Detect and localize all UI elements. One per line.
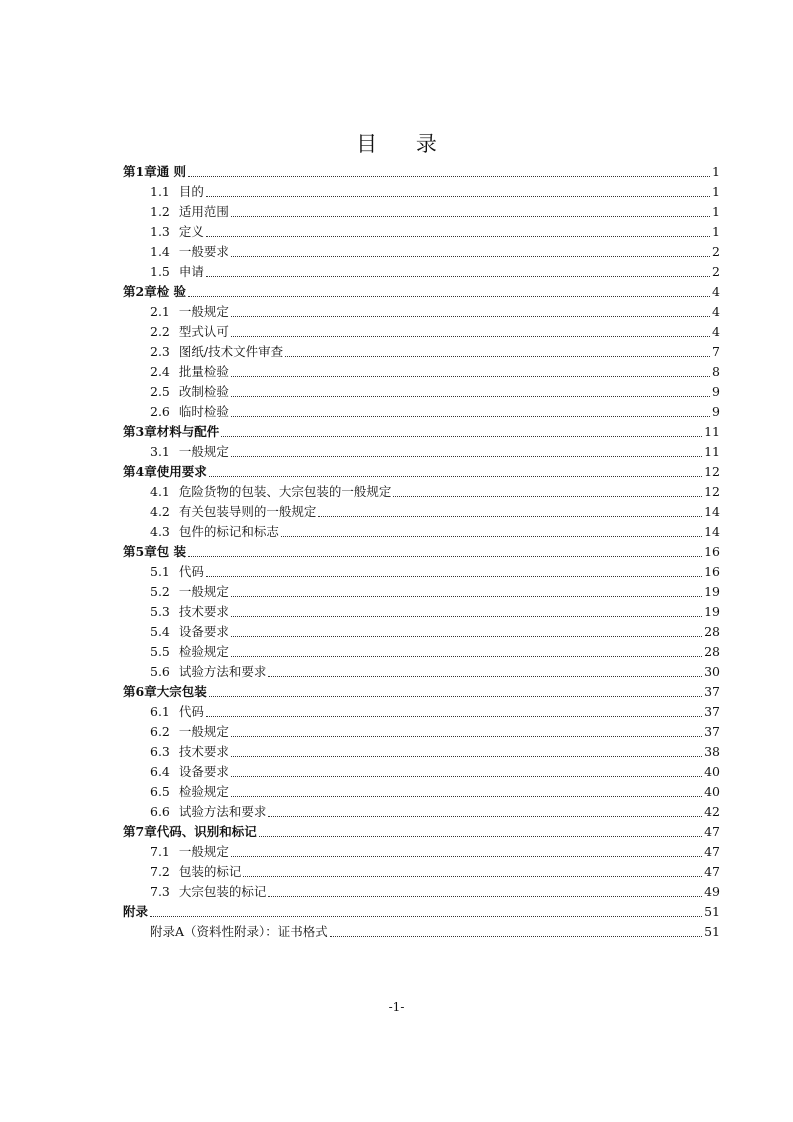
toc-page-number: 1 <box>712 204 720 219</box>
toc-page-number: 2 <box>712 244 720 259</box>
toc-entry-number: 6.2 <box>150 724 170 739</box>
toc-entry-text: 有关包装导则的一般规定 <box>178 504 317 519</box>
dot-leader <box>231 635 702 637</box>
toc-entry-text: 大宗包装的标记 <box>178 884 267 899</box>
page-title: 目 录 <box>356 132 453 156</box>
toc-section-entry[interactable] <box>123 200 720 220</box>
dot-leader <box>150 915 702 917</box>
dot-leader <box>231 415 710 417</box>
toc-entry-text: 第1章通 则 <box>123 164 187 179</box>
toc-page-number: 2 <box>712 264 720 279</box>
toc-chapter-entry[interactable] <box>123 420 720 440</box>
toc-page-number: 8 <box>712 364 720 379</box>
toc-entry-label <box>150 564 204 580</box>
dot-leader <box>231 615 702 617</box>
dot-leader <box>393 495 702 497</box>
toc-page-number: 12 <box>704 484 720 499</box>
toc-section-entry[interactable] <box>123 580 720 600</box>
toc-page-number: 51 <box>704 904 720 919</box>
dot-leader <box>206 275 710 277</box>
toc-entry-label <box>123 424 219 440</box>
toc-section-entry[interactable] <box>123 920 720 940</box>
toc-entry-text: 适用范围 <box>178 204 229 219</box>
toc-entry-number: 2.2 <box>150 324 170 339</box>
toc-page-number: 1 <box>712 224 720 239</box>
toc-entry-label <box>123 464 207 480</box>
toc-entry-number: 1.5 <box>150 264 170 279</box>
dot-leader <box>231 595 702 597</box>
toc-entry-text: 定义 <box>178 224 204 239</box>
dot-leader <box>231 795 702 797</box>
toc-page-number: 37 <box>704 704 720 719</box>
toc-section-entry[interactable] <box>123 500 720 520</box>
toc-section-entry[interactable] <box>123 660 720 680</box>
toc-chapter-entry[interactable] <box>123 540 720 560</box>
toc-entry-text: 设备要求 <box>178 764 229 779</box>
dot-leader <box>231 855 702 857</box>
toc-entry-text: 附录 <box>123 904 149 919</box>
dot-leader <box>206 235 710 237</box>
dot-leader <box>243 875 702 877</box>
toc-section-entry[interactable] <box>123 320 720 340</box>
toc-page-number: 4 <box>712 304 720 319</box>
toc-page-number: 47 <box>704 864 720 879</box>
toc-entry-text: 一般规定 <box>178 304 229 319</box>
toc-chapter-entry[interactable] <box>123 160 720 180</box>
toc-page-number: 1 <box>712 184 720 199</box>
toc-section-entry[interactable] <box>123 360 720 380</box>
toc-entry-number: 4.2 <box>150 504 170 519</box>
toc-entry-label <box>150 304 229 320</box>
toc-page-number: 4 <box>712 284 720 299</box>
toc-entry-text: 第5章包 装 <box>123 544 187 559</box>
toc-section-entry[interactable] <box>123 480 720 500</box>
toc-entry-number: 3.1 <box>150 444 170 459</box>
toc-entry-label <box>150 224 204 240</box>
toc-section-entry[interactable] <box>123 220 720 240</box>
toc-entry-label <box>150 744 229 760</box>
toc-entry-number: 1.2 <box>150 204 170 219</box>
toc-section-entry[interactable] <box>123 740 720 760</box>
dot-leader <box>259 835 702 837</box>
toc-page-number: 28 <box>704 624 720 639</box>
toc-page-number: 37 <box>704 724 720 739</box>
toc-page-number: 49 <box>704 884 720 899</box>
toc-entry-label <box>150 404 229 420</box>
dot-leader <box>231 215 710 217</box>
toc-entry-label <box>150 364 229 380</box>
toc-section-entry[interactable] <box>123 800 720 820</box>
toc-page-number: 9 <box>712 404 720 419</box>
toc-section-entry[interactable] <box>123 760 720 780</box>
dot-leader <box>231 455 702 457</box>
toc-entry-text: 批量检验 <box>178 364 229 379</box>
toc-page-number: 42 <box>704 804 720 819</box>
toc-entry-number: 2.5 <box>150 384 170 399</box>
toc-page-number: 16 <box>704 544 720 559</box>
toc-page-number: 1 <box>712 164 720 179</box>
toc-entry-number: 7.3 <box>150 884 170 899</box>
toc-entry-label <box>150 664 266 680</box>
dot-leader <box>285 355 710 357</box>
toc-entry-label <box>150 704 204 720</box>
toc-section-entry[interactable] <box>123 720 720 740</box>
toc-entry-text: 试验方法和要求 <box>178 804 267 819</box>
toc-page-number: 19 <box>704 604 720 619</box>
page-number: -1- <box>388 1000 405 1014</box>
dot-leader <box>206 575 702 577</box>
dot-leader <box>188 555 702 557</box>
toc-section-entry[interactable] <box>123 520 720 540</box>
toc-entry-text: 型式认可 <box>178 324 229 339</box>
toc-entry-number: 7.2 <box>150 864 170 879</box>
toc-page-number: 40 <box>704 784 720 799</box>
toc-entry-text: 一般规定 <box>178 844 229 859</box>
toc-entry-text: 目的 <box>178 184 204 199</box>
toc-entry-number: 1.3 <box>150 224 170 239</box>
toc-entry-number: 5.1 <box>150 564 170 579</box>
toc-page-number: 51 <box>704 924 720 939</box>
toc-entry-number: 2.6 <box>150 404 170 419</box>
table-of-contents <box>123 160 720 940</box>
dot-leader <box>209 475 702 477</box>
toc-page-number: 28 <box>704 644 720 659</box>
toc-page-number: 38 <box>704 744 720 759</box>
toc-entry-label <box>150 804 266 820</box>
toc-section-entry[interactable] <box>123 880 720 900</box>
toc-entry-text: 申请 <box>178 264 204 279</box>
toc-entry-label <box>123 284 186 300</box>
toc-section-entry[interactable] <box>123 560 720 580</box>
toc-page-number: 11 <box>704 424 720 439</box>
toc-section-entry[interactable] <box>123 180 720 200</box>
toc-entry-label <box>150 724 229 740</box>
toc-entry-text: 试验方法和要求 <box>178 664 267 679</box>
toc-entry-number: 5.3 <box>150 604 170 619</box>
toc-entry-text: 检验规定 <box>178 784 229 799</box>
toc-section-entry[interactable] <box>123 380 720 400</box>
toc-entry-number: 5.5 <box>150 644 170 659</box>
toc-page-number: 7 <box>712 344 720 359</box>
toc-page-number: 14 <box>704 524 720 539</box>
toc-entry-label <box>150 844 229 860</box>
dot-leader <box>268 895 702 897</box>
toc-entry-label <box>150 584 229 600</box>
toc-entry-label <box>150 344 283 360</box>
toc-page-number: 16 <box>704 564 720 579</box>
toc-entry-label <box>150 764 229 780</box>
toc-entry-label <box>123 164 186 180</box>
toc-entry-label <box>150 204 229 220</box>
dot-leader <box>231 755 702 757</box>
toc-entry-label <box>150 864 241 880</box>
toc-entry-text: 图纸/技术文件审查 <box>178 344 284 359</box>
toc-entry-label <box>123 824 257 840</box>
dot-leader <box>231 655 702 657</box>
toc-entry-text: 一般规定 <box>178 444 229 459</box>
toc-entry-text: 第6章大宗包装 <box>123 684 207 699</box>
toc-entry-text: 第3章材料与配件 <box>123 424 220 439</box>
toc-page-number: 12 <box>704 464 720 479</box>
dot-leader <box>231 735 702 737</box>
toc-section-entry[interactable] <box>123 600 720 620</box>
toc-page-number: 11 <box>704 444 720 459</box>
toc-entry-label <box>150 604 229 620</box>
dot-leader <box>221 435 702 437</box>
dot-leader <box>330 935 702 937</box>
toc-section-entry[interactable] <box>123 620 720 640</box>
dot-leader <box>209 695 702 697</box>
toc-entry-number: 1.1 <box>150 184 170 199</box>
toc-entry-text: 一般要求 <box>178 244 229 259</box>
toc-entry-text: 一般规定 <box>178 584 229 599</box>
toc-entry-text: 包装的标记 <box>178 864 242 879</box>
dot-leader <box>281 535 702 537</box>
toc-entry-label <box>123 904 148 920</box>
dot-leader <box>188 295 710 297</box>
toc-chapter-entry[interactable] <box>123 680 720 700</box>
toc-entry-label <box>150 184 204 200</box>
toc-entry-text: 代码 <box>178 564 204 579</box>
dot-leader <box>231 255 710 257</box>
dot-leader <box>268 815 702 817</box>
toc-entry-number: 6.6 <box>150 804 170 819</box>
toc-entry-label <box>150 884 266 900</box>
toc-section-entry[interactable] <box>123 440 720 460</box>
toc-entry-text: 检验规定 <box>178 644 229 659</box>
toc-entry-number: 6.5 <box>150 784 170 799</box>
toc-entry-label <box>150 784 229 800</box>
toc-page-number: 40 <box>704 764 720 779</box>
toc-page-number: 9 <box>712 384 720 399</box>
toc-chapter-entry[interactable] <box>123 820 720 840</box>
toc-page-number: 14 <box>704 504 720 519</box>
toc-entry-number: 5.6 <box>150 664 170 679</box>
toc-section-entry[interactable] <box>123 260 720 280</box>
toc-section-entry[interactable] <box>123 640 720 660</box>
toc-entry-text: 技术要求 <box>178 604 229 619</box>
toc-entry-number: 7.1 <box>150 844 170 859</box>
toc-entry-number: 5.4 <box>150 624 170 639</box>
toc-entry-text: 改制检验 <box>178 384 229 399</box>
toc-entry-label <box>150 384 229 400</box>
toc-entry-number: 2.3 <box>150 344 170 359</box>
toc-entry-label <box>150 484 391 500</box>
toc-page-number: 4 <box>712 324 720 339</box>
toc-entry-label <box>150 524 279 540</box>
toc-page-number: 30 <box>704 664 720 679</box>
toc-entry-text: 第4章使用要求 <box>123 464 207 479</box>
toc-entry-text: 一般规定 <box>178 724 229 739</box>
toc-chapter-entry[interactable] <box>123 900 720 920</box>
toc-entry-label <box>150 504 316 520</box>
dot-leader <box>318 515 702 517</box>
toc-section-entry[interactable] <box>123 300 720 320</box>
toc-section-entry[interactable] <box>123 860 720 880</box>
dot-leader <box>231 375 710 377</box>
toc-entry-label <box>150 324 229 340</box>
toc-entry-label <box>123 544 186 560</box>
toc-section-entry[interactable] <box>123 240 720 260</box>
toc-entry-label <box>150 264 204 280</box>
toc-entry-text: 第7章代码、识别和标记 <box>123 824 257 839</box>
toc-section-entry[interactable] <box>123 700 720 720</box>
toc-entry-label <box>150 644 229 660</box>
toc-entry-number: 4.3 <box>150 524 170 539</box>
toc-entry-text: 第2章检 验 <box>123 284 187 299</box>
dot-leader <box>231 335 710 337</box>
toc-section-entry[interactable] <box>123 840 720 860</box>
toc-page-number: 47 <box>704 824 720 839</box>
toc-entry-text: 临时检验 <box>178 404 229 419</box>
toc-entry-text: 技术要求 <box>178 744 229 759</box>
toc-entry-label <box>123 684 207 700</box>
toc-entry-text: 代码 <box>178 704 204 719</box>
dot-leader <box>231 395 710 397</box>
toc-chapter-entry[interactable] <box>123 460 720 480</box>
dot-leader <box>231 775 702 777</box>
dot-leader <box>231 315 710 317</box>
toc-entry-number: 2.1 <box>150 304 170 319</box>
toc-chapter-entry[interactable] <box>123 280 720 300</box>
toc-entry-number: 6.3 <box>150 744 170 759</box>
toc-section-entry[interactable] <box>123 400 720 420</box>
dot-leader <box>268 675 702 677</box>
toc-entry-number: 1.4 <box>150 244 170 259</box>
toc-page-number: 19 <box>704 584 720 599</box>
dot-leader <box>206 195 710 197</box>
toc-entry-number: 4.1 <box>150 484 170 499</box>
toc-entry-text: 附录A（资料性附录）：证书格式 <box>150 924 328 939</box>
dot-leader <box>206 715 702 717</box>
toc-page-number: 47 <box>704 844 720 859</box>
toc-entry-number: 6.4 <box>150 764 170 779</box>
toc-section-entry[interactable] <box>123 340 720 360</box>
dot-leader <box>188 175 710 177</box>
toc-entry-text: 设备要求 <box>178 624 229 639</box>
toc-entry-text: 危险货物的包装、大宗包装的一般规定 <box>178 484 392 499</box>
toc-section-entry[interactable] <box>123 780 720 800</box>
toc-entry-number: 5.2 <box>150 584 170 599</box>
toc-entry-label <box>150 924 328 940</box>
toc-page-number: 37 <box>704 684 720 699</box>
toc-entry-number: 2.4 <box>150 364 170 379</box>
toc-entry-label <box>150 624 229 640</box>
toc-entry-text: 包件的标记和标志 <box>178 524 279 539</box>
toc-entry-number: 6.1 <box>150 704 170 719</box>
toc-entry-label <box>150 244 229 260</box>
toc-entry-label <box>150 444 229 460</box>
